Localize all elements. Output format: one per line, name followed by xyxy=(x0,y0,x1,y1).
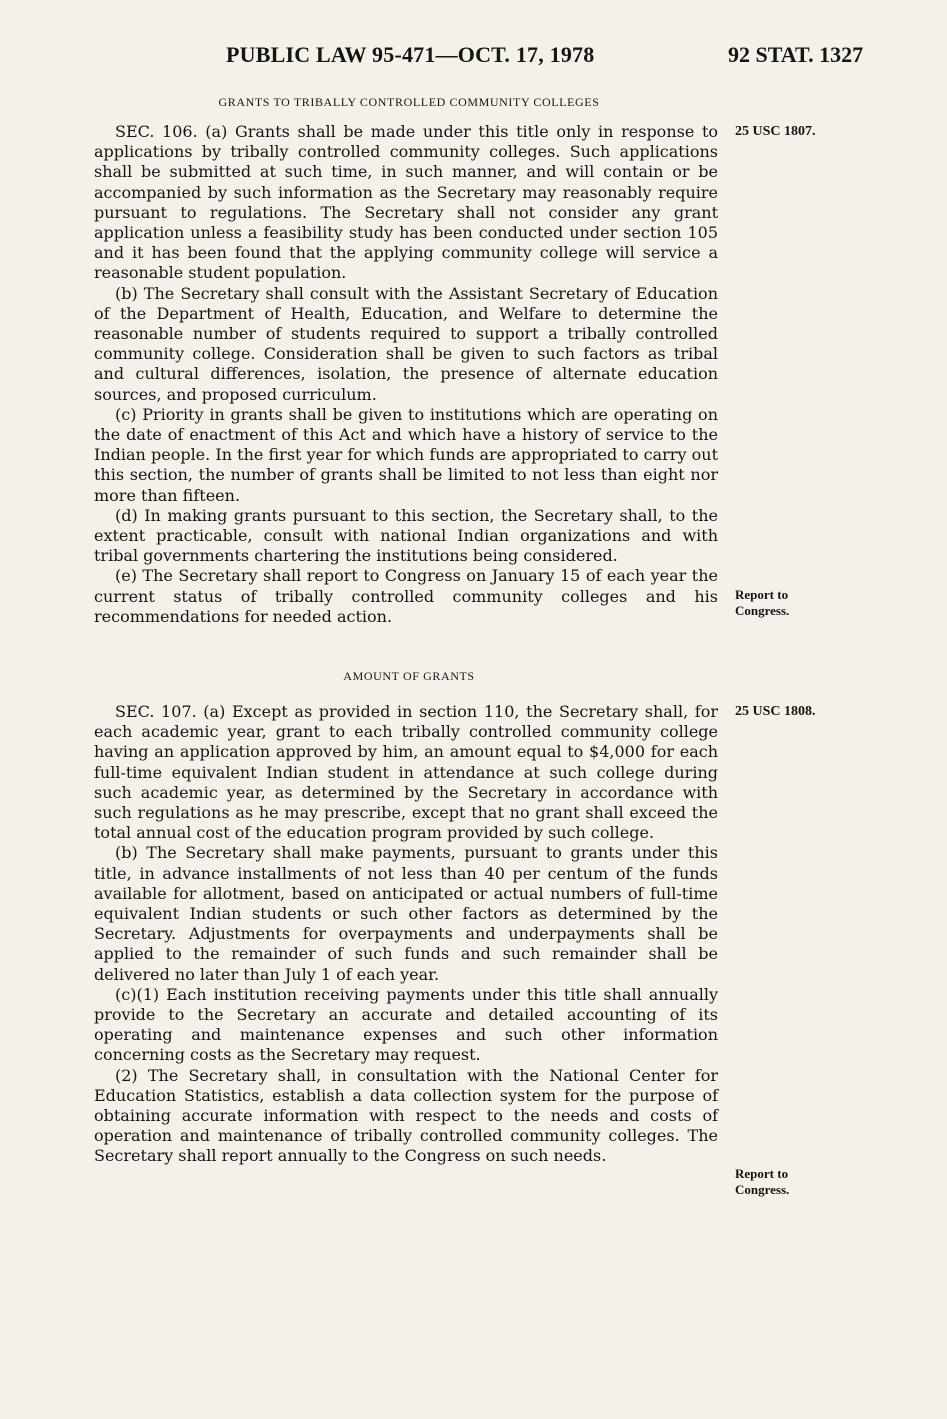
paragraph-106e: (e) The Secretary shall report to Congress on January 15 of each year the current status of tribally controlled community colleges and his recommendations for needed action. xyxy=(94,566,718,626)
section-107-heading: AMOUNT OF GRANTS xyxy=(343,669,475,683)
paragraph-106d: (d) In making grants pursuant to this section, the Secretary shall, to the extent practicable, consult with national Indian organizations and with tribal governments chartering the institutions being considered. xyxy=(94,505,718,566)
paragraph-106b: (b) The Secretary shall consult with the Assistant Secretary of Education of the Department of Health, Education, and Welfare to determine the reasonable number of students required to support a tribally controlled community college. Consideration shall be given to such factors as tribal and cultural differences, isolation, the presence of alternate education sources, and proposed curriculum. xyxy=(94,283,718,404)
section-106-heading: GRANTS TO TRIBALLY CONTROLLED COMMUNITY COLLEGES xyxy=(218,95,600,109)
margin-note-report-to-congress: Report to Congress. xyxy=(735,587,790,618)
paragraph-106a: SEC. 106. (a) Grants shall be made under this title only in response to applications by tribally controlled community colleges. Such applications shall be submitted at such time, in such manner, and will contain or be accompanied by such information as the Secretary may reasonably require pursuant to regulations. The Secretary shall not consider any grant application unless a feasibility study has been conducted under section 105 and it has been found that the applying community college will service a reasonable student population. xyxy=(94,122,718,283)
paragraph-107a: SEC. 107. (a) Except as provided in section 110, the Secretary shall, for each academic year, grant to each tribally controlled community college having an application approved by him, an amount equal to $4,000 for each full-time equivalent Indian student in attendance at such college during such academic year, as determined by the Secretary in accordance with such regulations as he may prescribe, except that no grant shall exceed the total annual cost of the education program provided by such college. xyxy=(94,702,718,843)
section-106-body xyxy=(94,122,718,627)
paragraph-107c2: (2) The Secretary shall, in consultation with the National Center for Education Statistics, establish a data collection system for the purpose of obtaining accurate information with respect to the needs and costs of operation and maintenance of tribally controlled community colleges. The Secretary shall report annually to the Congress on such needs. xyxy=(94,1065,718,1166)
margin-note-usc-1807: 25 USC 1807. xyxy=(735,124,816,139)
paragraph-106c: (c) Priority in grants shall be given to institutions which are operating on the date of enactment of this Act and which have a history of service to the Indian people. In the first year for which funds are appropriated to carry out this section, the number of grants shall be limited to not less than eight nor more than fifteen. xyxy=(94,404,718,505)
page-header-title: PUBLIC LAW 95-471—OCT. 17, 1978 xyxy=(226,42,595,67)
section-107-body xyxy=(94,702,718,1167)
paragraph-107c1: (c)(1) Each institution receiving payments under this title shall annually provide to the Secretary an accurate and detailed accounting of its operating and maintenance expenses and such other information concerning costs as the Secretary may request. xyxy=(94,984,718,1065)
margin-note-usc-1808: 25 USC 1808. xyxy=(735,704,816,719)
paragraph-107b: (b) The Secretary shall make payments, pursuant to grants under this title, in advance installments of not less than 40 per centum of the funds available for allotment, based on anticipated or actual numbers of full-time equivalent Indian students or such other factors as determined by the Secretary. Adjustments for overpayments and underpayments shall be applied to the remainder of such funds and such remainder shall be delivered no later than July 1 of each year. xyxy=(94,843,718,984)
margin-note-report-to-congress-2: Report to Congress. xyxy=(735,1166,790,1197)
statute-page-number: 92 STAT. 1327 xyxy=(728,42,864,67)
